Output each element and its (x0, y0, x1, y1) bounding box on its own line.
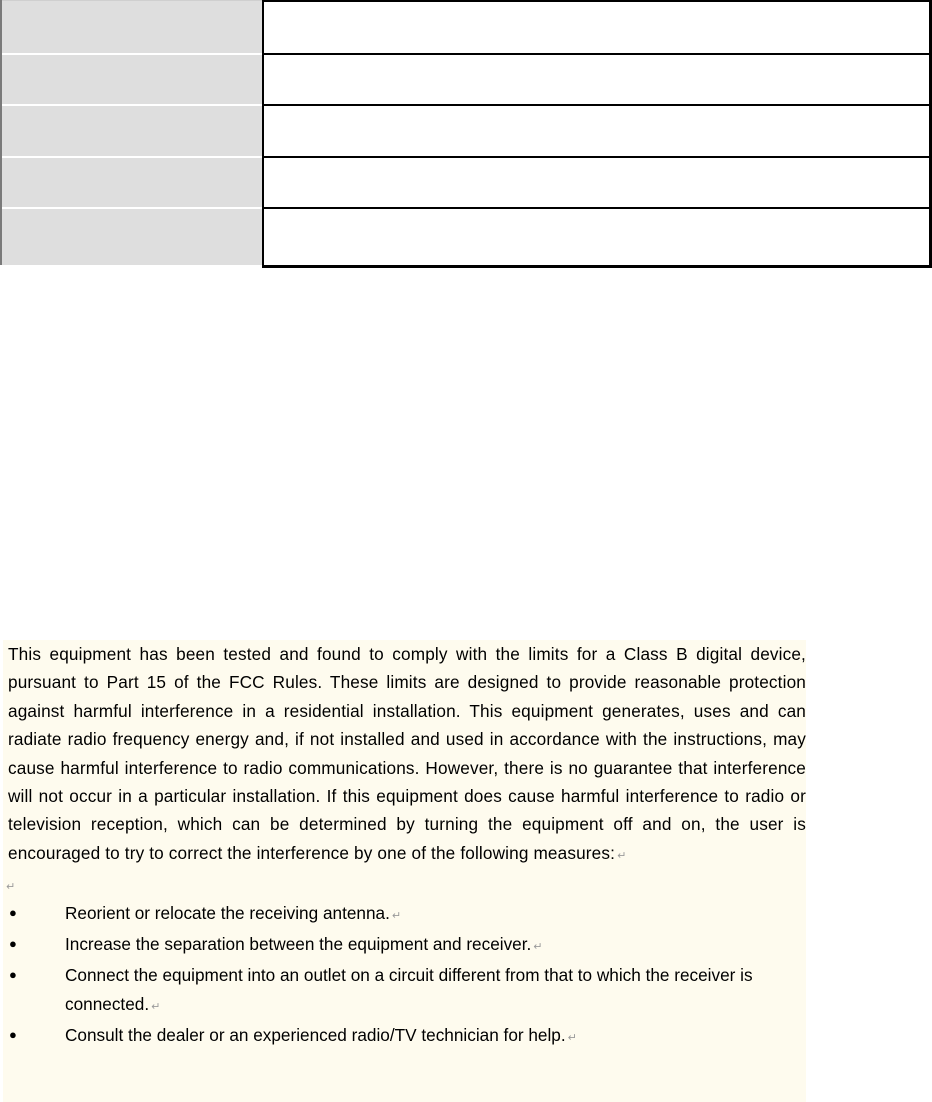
fcc-statement (3, 640, 806, 870)
table-divider (0, 0, 2, 265)
spec-row (0, 158, 932, 207)
spec-value-cell (263, 209, 932, 265)
spec-row (0, 106, 932, 156)
bullet-icon: ● (9, 936, 17, 952)
measure-text: Connect the equipment into an outlet on a circuit different from that to which the receiver is connected. (65, 965, 753, 1014)
spec-row (0, 0, 932, 53)
table-divider (262, 265, 932, 268)
table-divider (262, 207, 932, 209)
measure-text: Reorient or relocate the receiving antenna. (65, 902, 390, 923)
paragraph-mark-icon: ↵ (617, 849, 627, 862)
table-divider (262, 156, 932, 158)
paragraph-mark-icon: ↵ (151, 1000, 161, 1013)
paragraph-mark-icon: ↵ (567, 1032, 577, 1045)
spec-value-cell (263, 106, 932, 156)
spec-label-cell (0, 0, 262, 53)
paragraph-mark-icon: ↵ (391, 909, 402, 922)
spec-label-cell (0, 55, 262, 104)
fcc-statement-text: This equipment has been tested and found to comply with the limits for a Class B digital device, pursuant to Part 15 of the FCC Rules. These limits are designed to provide reasonable protection against harmful interference in a residential installation. This equipment generates, uses and can radiate radio frequency energy and, if not installed and used in accordance with the instructions, may cause harmful interference to radio communications. However, there is no guarantee that interference will not occur in a particular installation. If this equipment does cause harmful interference to radio or television reception, which can be determined by turning the equipment off and on, the user is encouraged to try to correct the interference by one of the following measures: (8, 644, 806, 863)
spec-label-cell (0, 158, 262, 207)
spec-row (0, 55, 932, 104)
spec-value-cell (263, 55, 932, 104)
spec-row (0, 209, 932, 265)
paragraph-mark-icon: ↵ (533, 941, 543, 954)
list-item (3, 930, 806, 961)
fcc-notice (3, 640, 806, 1102)
spec-table (0, 0, 932, 268)
table-divider (262, 53, 932, 55)
bullet-icon: ● (9, 967, 17, 983)
bullet-icon: ● (9, 904, 17, 920)
bullet-icon: ● (9, 1027, 17, 1043)
table-divider (262, 0, 264, 268)
table-divider (262, 0, 932, 2)
measures-list (3, 899, 806, 1053)
spec-value-cell (263, 158, 932, 207)
list-item (3, 1021, 806, 1052)
blank-paragraph (3, 870, 806, 898)
measure-text: Consult the dealer or an experienced radio/TV technician for help. (65, 1025, 566, 1046)
measure-text: Increase the separation between the equipment and receiver. (65, 934, 532, 955)
table-divider (262, 104, 932, 106)
list-item (3, 961, 806, 1021)
table-divider (0, 0, 262, 1)
list-item (3, 899, 806, 930)
paragraph-mark-icon: ↵ (6, 881, 16, 894)
spec-label-cell (0, 106, 262, 156)
spec-value-cell (263, 0, 932, 53)
spec-label-cell (0, 209, 262, 265)
